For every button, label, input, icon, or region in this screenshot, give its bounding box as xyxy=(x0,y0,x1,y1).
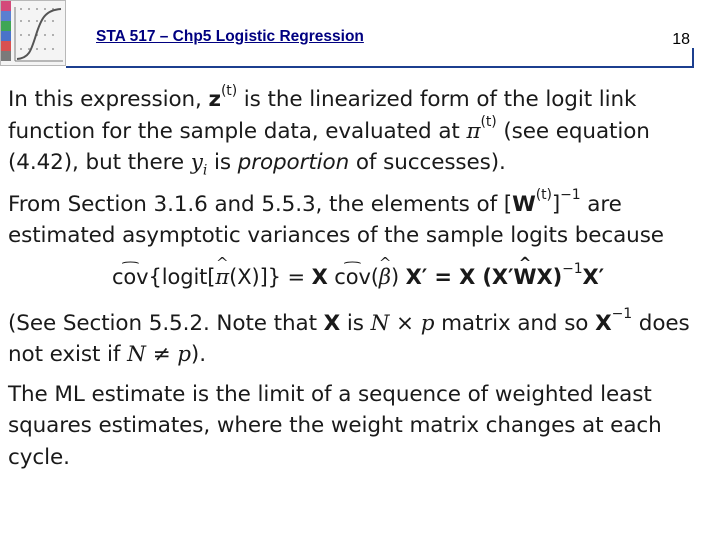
covariance-equation: ⌢ cov{logit[^ π(X)]} = X ⌢ cov(^ β) X′ = X (X′^ WX)$^{-1}$X′ xyxy=(8,260,708,294)
paragraph-linearized-form xyxy=(8,84,708,179)
paragraph-see-section xyxy=(8,308,708,371)
text-run: (see equation (4.42), but there xyxy=(8,118,650,175)
text-run: matrix and so xyxy=(434,310,596,336)
math-cov-hat: ⌢ cov xyxy=(334,260,371,294)
math-n: N xyxy=(127,342,146,367)
page-number: 18 xyxy=(672,31,690,48)
text-run: does not exist if xyxy=(8,310,690,367)
text-run: The ML estimate is the limit of a sequence of weighted least squares estimates, where the weight matrix changes at each cycle. xyxy=(8,381,662,470)
slide-body xyxy=(8,84,708,481)
math-subscript: i xyxy=(202,162,208,179)
paragraph-weight-elements xyxy=(8,189,708,252)
text-run: of successes). xyxy=(349,150,506,175)
math-beta-hat: ^ β xyxy=(379,260,391,294)
math-p: p xyxy=(420,310,435,336)
math-run: {logit[ xyxy=(148,264,216,289)
logistic-curve-logo xyxy=(0,0,66,66)
math-pi: π xyxy=(466,118,481,144)
math-superscript: (t) xyxy=(535,187,552,204)
math-x: X xyxy=(459,264,476,289)
text-run: is xyxy=(207,150,238,175)
header-divider xyxy=(66,66,694,68)
math-superscript: −1 xyxy=(611,306,633,323)
emphasized-text: proportion xyxy=(237,150,350,175)
math-run: (X′ xyxy=(475,264,514,289)
text-run: is xyxy=(340,310,371,336)
math-cov-hat: ⌢ cov xyxy=(112,260,149,294)
math-run: (X)]} = xyxy=(229,264,312,289)
header-divider-tick xyxy=(692,48,694,68)
math-superscript: −1 xyxy=(562,260,583,277)
text-run: ). xyxy=(190,342,206,367)
math-superscript: (t) xyxy=(220,82,238,99)
math-n: N xyxy=(370,310,390,336)
math-x: X xyxy=(311,264,328,289)
slide-title: STA 517 – Chp5 Logistic Regression xyxy=(96,28,364,45)
math-superscript: (t) xyxy=(480,114,497,131)
math-y: y xyxy=(190,150,203,175)
paragraph-ml-estimate xyxy=(8,379,708,474)
math-run: X′ xyxy=(582,264,605,289)
text-run: is the linearized form of the logit link function for the sample data, evaluated at xyxy=(8,87,637,144)
math-run: X) xyxy=(536,264,563,289)
math-p: p xyxy=(177,342,191,367)
text-run: (See Section 5.5.2. Note that xyxy=(8,310,324,336)
text-run: ≠ xyxy=(145,342,178,367)
math-x: X xyxy=(595,310,612,336)
text-run: are estimated asymptotic variances of the sample logits because xyxy=(8,191,664,248)
math-pi-hat: ^ π xyxy=(215,260,229,294)
math-w: W xyxy=(512,191,536,217)
text-run: From Section 3.1.6 and 5.5.3, the elements of [ xyxy=(8,191,513,217)
text-run: In this expression, xyxy=(8,87,209,112)
text-run: ] xyxy=(551,191,561,217)
math-x: X xyxy=(323,310,341,336)
math-run: X′ = xyxy=(405,264,460,289)
math-z: z xyxy=(208,87,221,112)
text-run: × xyxy=(389,310,421,336)
math-w-hat: ^ W xyxy=(513,260,536,294)
math-superscript: −1 xyxy=(560,187,581,204)
